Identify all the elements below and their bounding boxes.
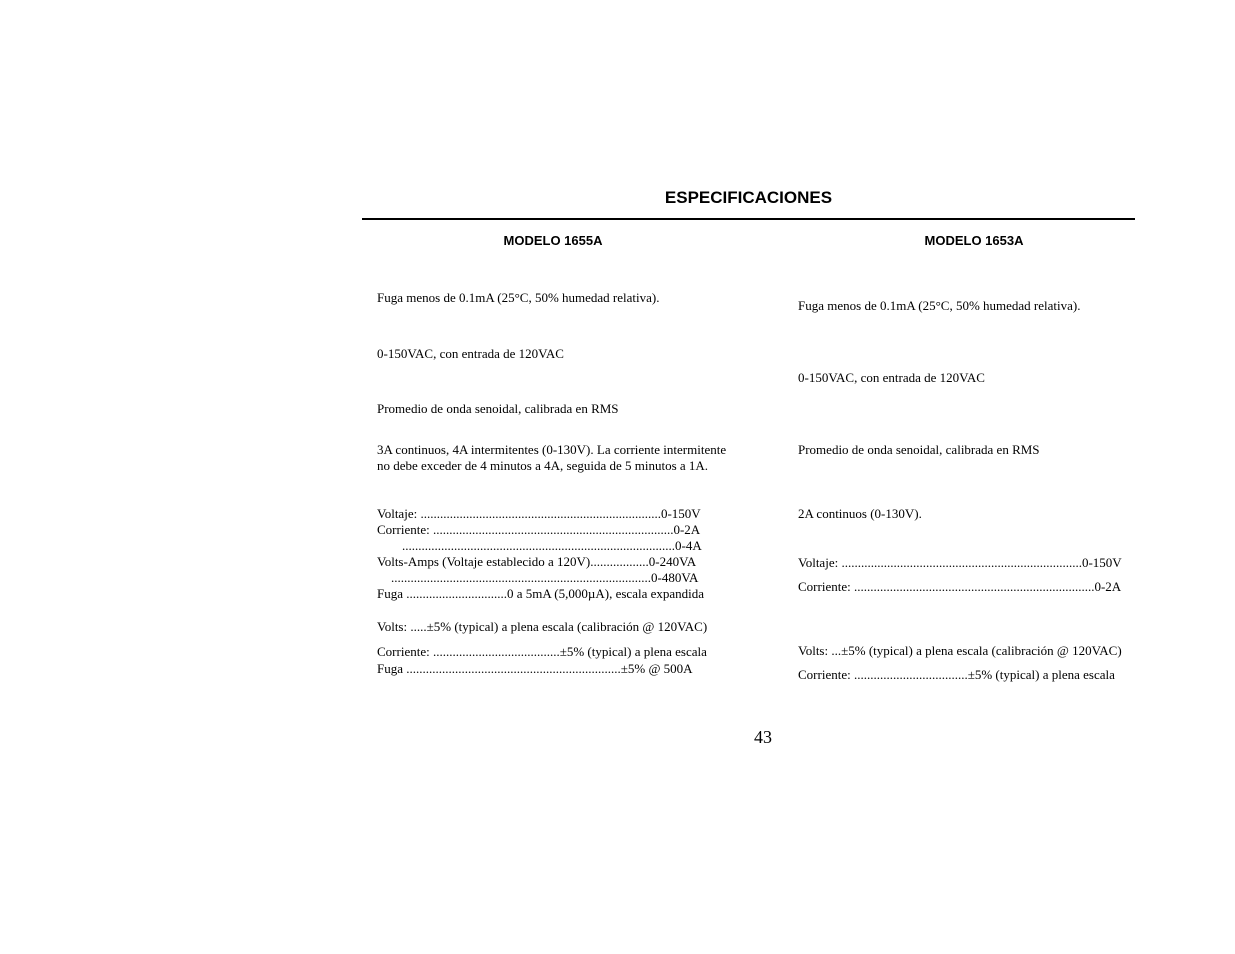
left-range-volt-amps: Volts-Amps (Voltaje establecido a 120V)..................0-240VA <box>377 554 697 569</box>
right-leakage-spec: Fuga menos de 0.1mA (25°C, 50% humedad relativa). <box>798 298 1081 313</box>
page-number: 43 <box>754 727 772 747</box>
right-range-voltage: Voltaje: ..........................................................................0-150V <box>798 555 1122 570</box>
left-range-voltage: Voltaje: ..........................................................................0-150V <box>377 506 701 521</box>
right-accuracy-current: Corriente: ...................................±5% (typical) a plena escala <box>798 667 1115 682</box>
model-1653a-heading: MODELO 1653A <box>924 233 1024 248</box>
right-range-current: Corriente: ..........................................................................0-2A <box>798 579 1122 594</box>
left-accuracy-leakage: Fuga ..................................................................±5% @ 500A <box>377 661 693 676</box>
model-1655a-heading: MODELO 1655A <box>503 233 603 248</box>
right-output-range-spec: 0-150VAC, con entrada de 120VAC <box>798 370 985 385</box>
left-meter-ranges <box>377 506 704 602</box>
left-metering-spec: Promedio de onda senoidal, calibrada en RMS <box>377 401 619 416</box>
right-metering-spec: Promedio de onda senoidal, calibrada en RMS <box>798 442 1040 457</box>
left-range-current: Corriente: ..........................................................................0-2A <box>377 522 701 537</box>
left-output-range-spec: 0-150VAC, con entrada de 120VAC <box>377 346 564 361</box>
page-title: ESPECIFICACIONES <box>664 188 833 207</box>
left-accuracy-current: Corriente: .......................................±5% (typical) a plena escala <box>377 644 707 659</box>
left-current-rating-spec: 3A continuos, 4A intermitentes (0-130V). La corriente intermitente no debe exceder de 4 minutos a 4A, seguida de 5 minutos a 1A. <box>377 442 727 473</box>
title-divider <box>362 218 1135 220</box>
left-accuracy-volts: Volts: .....±5% (typical) a plena escala (calibración @ 120VAC) <box>377 619 708 634</box>
left-range-current-high: ....................................................................................0-4A <box>402 538 702 553</box>
right-accuracy-volts: Volts: ...±5% (typical) a plena escala (calibración @ 120VAC) <box>798 643 1122 658</box>
right-current-rating-spec: 2A continuos (0-130V). <box>798 506 922 521</box>
left-range-volt-amps-high: ................................................................................0-480VA <box>391 570 699 585</box>
left-range-leakage: Fuga ...............................0 a 5mA (5,000µA), escala expandida <box>377 586 705 601</box>
left-leakage-spec: Fuga menos de 0.1mA (25°C, 50% humedad relativa). <box>377 290 660 305</box>
